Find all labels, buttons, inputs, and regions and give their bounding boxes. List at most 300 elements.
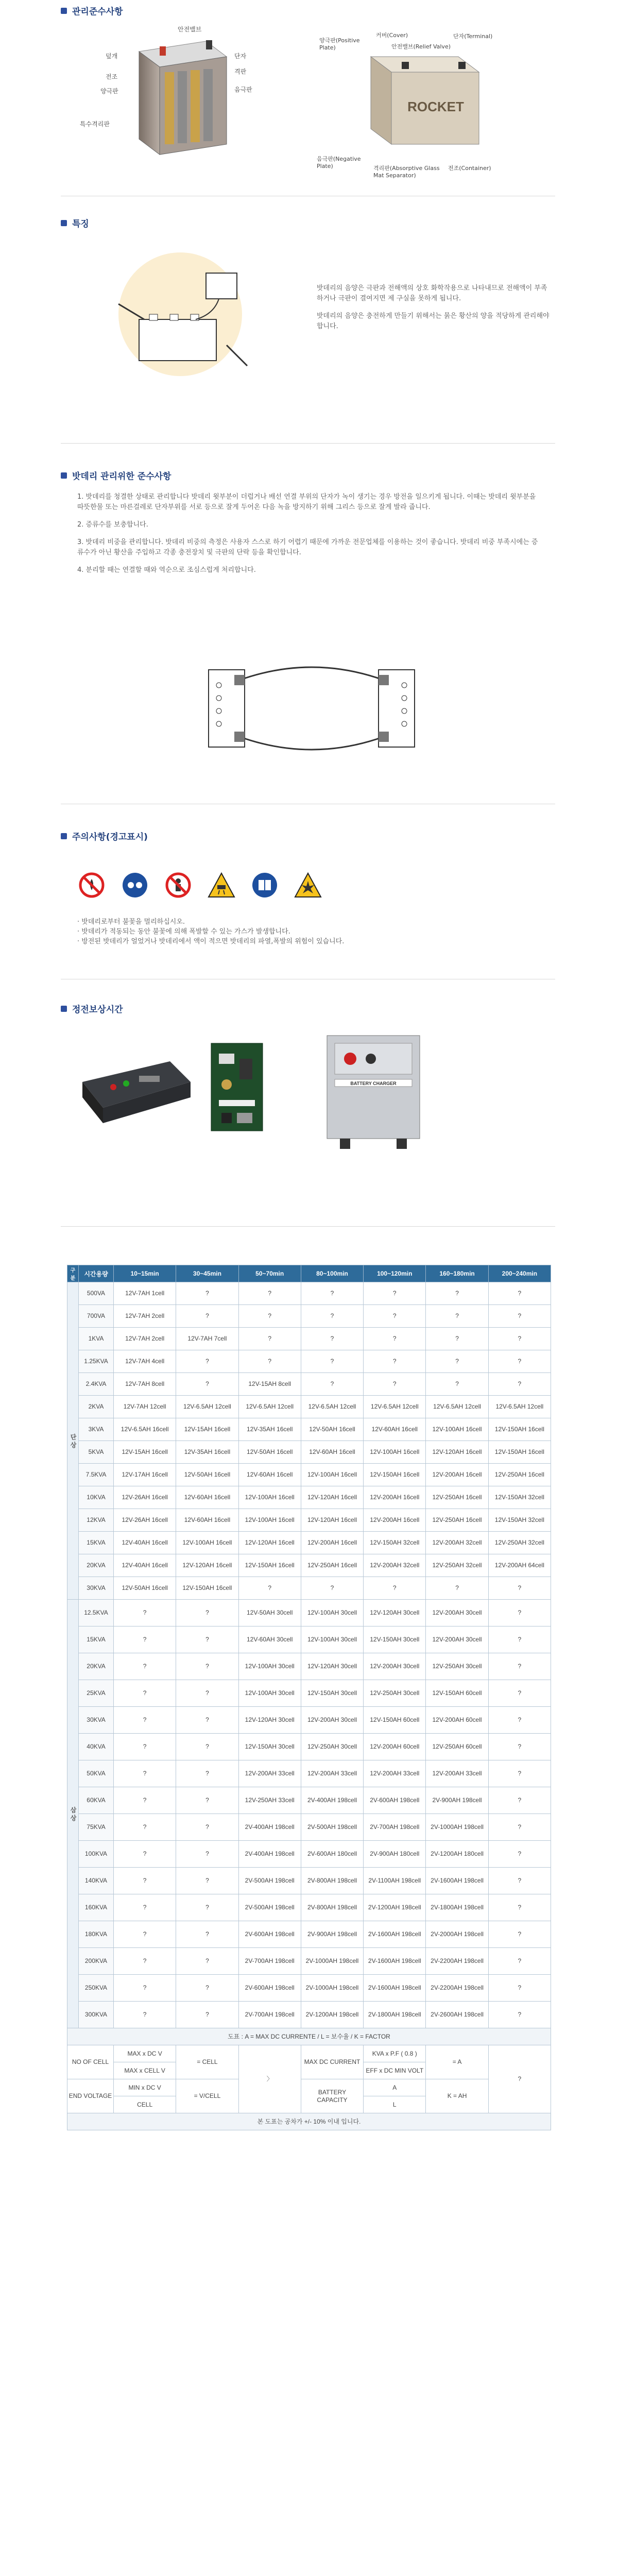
table-cell: 12V-120AH 30cell [364,1600,426,1626]
table-cell: ? [176,1894,238,1921]
table-cell: ? [176,1814,238,1841]
row-capacity: 25KVA [79,1680,114,1707]
table-cell: 12V-17AH 16cell [114,1464,176,1486]
table-cell: 2V-1200AH 198cell [301,2002,363,2028]
table-cell: 12V-120AH 16cell [301,1486,363,1509]
row-capacity: 10KVA [79,1486,114,1509]
table-cell: 12V-60AH 16cell [301,1441,363,1464]
section-title-features: 특징 [61,216,89,229]
table-cell: 2V-1100AH 198cell [364,1868,426,1894]
max-dc-current-label: MAX DC CURRENT [301,2045,363,2079]
label-container-en: 전조(Container) [448,165,491,172]
table-cell: 2V-600AH 180cell [301,1841,363,1868]
table-cell: 12V-120AH 16cell [301,1509,363,1532]
no-of-cell-label: NO OF CELL [67,2045,114,2079]
table-cell: ? [176,1282,238,1305]
features-text: 밧데리의 음양은 극판과 전해액의 상호 화학작용으로 나타내므로 전해액이 부족하거나 극판이 결여지면 제 구실을 못하게 됩니다. 밧데리의 음양은 충전하게 만들기 위해서는 묽은 황산의 양을 적당하게 관리해야 합니다. [317,284,550,330]
table-cell: ? [176,2002,238,2028]
table-cell: ? [301,1350,363,1373]
header-capacity: 시간용량 [79,1265,114,1282]
table-cell: 2V-2000AH 198cell [426,1921,488,1948]
table-cell: 12V-7AH 12cell [114,1396,176,1418]
table-cell: 12V-15AH 8cell [238,1373,301,1396]
header-200-240min: 200~240min [488,1265,551,1282]
table-row [67,1532,551,1554]
table-cell: ? [364,1373,426,1396]
table-cell: 12V-150AH 16cell [488,1441,551,1464]
table-row [67,1680,551,1707]
table-cell: 12V-250AH 16cell [488,1464,551,1486]
table-row [67,1373,551,1396]
battery-cutaway-illustration [129,31,232,165]
row-capacity: 2KVA [79,1396,114,1418]
table-row [67,1350,551,1373]
table-cell: ? [176,1707,238,1734]
max-dc-denominator: EFF x DC MIN VOLT [364,2062,426,2079]
table-row [67,1760,551,1787]
header-10-15min: 10~15min [114,1265,176,1282]
table-cell: 2V-700AH 198cell [238,1948,301,1975]
label-relief-valve-en: 안전밸브(Relief Valve) [391,43,451,50]
table-cell: 2V-600AH 198cell [364,1787,426,1814]
table-cell: 12V-250AH 32cell [488,1532,551,1554]
label-safety-valve: 안전밸브 [178,26,202,33]
label-container: 전조 [106,73,118,80]
end-voltage-denominator: CELL [114,2096,176,2113]
table-cell: 2V-900AH 180cell [364,1841,426,1868]
label-negative-plate-en: 음극판(Negative Plate) [317,156,361,170]
table-row [67,1707,551,1734]
footer-note-row [67,2113,551,2130]
table-cell: 12V-26AH 16cell [114,1486,176,1509]
header-30-45min: 30~45min [176,1265,238,1282]
row-capacity: 300KVA [79,2002,114,2028]
table-cell: ? [114,1653,176,1680]
section-title-backup-time: 정전보상시간 [61,1002,123,1015]
table-cell: 2V-1000AH 198cell [426,1814,488,1841]
table-cell: ? [176,1948,238,1975]
table-cell: 12V-120AH 16cell [238,1532,301,1554]
table-cell: 2V-900AH 198cell [426,1787,488,1814]
battery-cable-connection-illustration [198,659,425,762]
table-cell: ? [176,1921,238,1948]
table-cell: ? [114,1841,176,1868]
table-cell: 12V-100AH 30cell [238,1680,301,1707]
label-separator: 격판 [234,68,247,75]
table-cell: 12V-200AH 33cell [364,1760,426,1787]
row-capacity: 20KVA [79,1653,114,1680]
no-children-icon [164,871,193,900]
header-100-120min: 100~120min [364,1265,426,1282]
table-cell: 2V-2200AH 198cell [426,1975,488,2002]
table-cell: ? [488,1577,551,1600]
label-special-separator: 특수격리판 [80,121,110,128]
table-cell: ? [176,1680,238,1707]
table-cell: 2V-1600AH 198cell [364,1948,426,1975]
table-cell: 2V-400AH 198cell [238,1814,301,1841]
backup-time-table [67,1265,551,2130]
table-cell: 2V-700AH 198cell [238,2002,301,2028]
table-cell: 12V-150AH 30cell [238,1734,301,1760]
table-cell: ? [364,1282,426,1305]
table-cell: ? [301,1328,363,1350]
battery-capacity-result: K = AH [426,2079,488,2113]
row-capacity: 100KVA [79,1841,114,1868]
table-cell: 12V-200AH 32cell [364,1554,426,1577]
table-cell: ? [114,1948,176,1975]
table-cell: ? [238,1577,301,1600]
table-cell: 12V-250AH 60cell [426,1734,488,1760]
table-cell: ? [114,1760,176,1787]
table-cell: ? [488,2002,551,2028]
table-row [67,1282,551,1305]
table-row [67,1787,551,1814]
table-cell: 12V-60AH 16cell [176,1509,238,1532]
table-cell: 12V-200AH 16cell [301,1532,363,1554]
table-cell: 12V-6.5AH 12cell [238,1396,301,1418]
table-cell: 2V-500AH 198cell [238,1894,301,1921]
bullet-icon [61,1006,67,1012]
table-row [67,1441,551,1464]
table-cell: ? [488,1868,551,1894]
formula-row [67,2028,551,2045]
table-row [67,1464,551,1486]
table-cell: 12V-200AH 33cell [426,1760,488,1787]
table-cell: 12V-7AH 4cell [114,1350,176,1373]
label-agm-separator-en: 격리판(Absorptive Glass Mat Separator) [373,165,440,179]
row-capacity: 15KVA [79,1626,114,1653]
table-cell: 12V-6.5AH 12cell [176,1396,238,1418]
table-cell: 2V-1600AH 198cell [426,1868,488,1894]
section-title-warnings: 주의사항(경고표시) [61,829,148,842]
table-cell: ? [488,1734,551,1760]
table-cell: 12V-200AH 30cell [364,1653,426,1680]
table-cell: 12V-250AH 32cell [426,1554,488,1577]
table-cell: 12V-26AH 16cell [114,1509,176,1532]
battery-capacity-denominator: L [364,2096,426,2113]
row-capacity: 3KVA [79,1418,114,1441]
table-cell: ? [176,1626,238,1653]
header-50-70min: 50~70min [238,1265,301,1282]
table-cell: ? [238,1350,301,1373]
table-cell: ? [488,1814,551,1841]
table-cell: 12V-100AH 16cell [238,1509,301,1532]
table-cell: 12V-60AH 16cell [364,1418,426,1441]
table-cell: 12V-35AH 16cell [176,1441,238,1464]
no-of-cell-numerator: MAX x DC V [114,2045,176,2062]
table-cell: ? [176,1350,238,1373]
table-cell: ? [426,1305,488,1328]
battery-capacity-label: BATTERY CAPACITY [301,2079,363,2113]
battery-maintenance-illustration [103,242,258,386]
table-cell: ? [488,1373,551,1396]
label-negative-plate: 음극판 [234,86,252,93]
table-cell: 12V-50AH 30cell [238,1600,301,1626]
table-cell: ? [488,1921,551,1948]
table-header-row [67,1265,551,1282]
row-capacity: 7.5KVA [79,1464,114,1486]
table-cell: ? [114,1707,176,1734]
row-capacity: 140KVA [79,1868,114,1894]
table-cell: ? [176,1787,238,1814]
table-cell: 12V-150AH 32cell [364,1532,426,1554]
no-of-cell-result: = CELL [176,2045,238,2079]
table-cell: ? [176,1600,238,1626]
table-cell: 12V-200AH 16cell [364,1509,426,1532]
table-cell: 12V-120AH 30cell [301,1653,363,1680]
table-cell: 12V-6.5AH 12cell [488,1396,551,1418]
table-cell: 2V-600AH 198cell [238,1921,301,1948]
formula-nocell-row [67,2045,551,2062]
table-cell: 12V-150AH 30cell [364,1626,426,1653]
bullet-icon [61,472,67,479]
table-cell: ? [426,1577,488,1600]
table-cell: 2V-1800AH 198cell [364,2002,426,2028]
table-cell: ? [488,1787,551,1814]
table-row [67,1868,551,1894]
table-cell: 12V-150AH 60cell [426,1680,488,1707]
label-cover-en: 커버(Cover) [376,32,408,39]
section-title-battery-management: 밧데리 관리위한 준수사항 [61,469,171,482]
group-three-phase: 삼 상 [67,1600,79,2028]
table-cell: 2V-1000AH 198cell [301,1948,363,1975]
table-cell: 12V-7AH 1cell [114,1282,176,1305]
row-capacity: 30KVA [79,1707,114,1734]
table-cell: ? [426,1328,488,1350]
table-cell: ? [114,1734,176,1760]
table-cell: ? [176,1868,238,1894]
table-cell: 2V-800AH 198cell [301,1894,363,1921]
table-cell: 12V-120AH 30cell [238,1707,301,1734]
table-cell: ? [426,1282,488,1305]
table-cell: 12V-200AH 32cell [426,1532,488,1554]
table-cell: ? [364,1328,426,1350]
table-cell: ? [176,1653,238,1680]
charger-module-illustration [77,1051,196,1128]
table-cell: ? [488,1975,551,2002]
no-fire-icon [77,871,106,900]
table-cell: ? [301,1373,363,1396]
table-cell: ? [301,1305,363,1328]
table-cell: 2V-500AH 198cell [238,1868,301,1894]
table-row [67,1814,551,1841]
row-capacity: 40KVA [79,1734,114,1760]
row-capacity: 50KVA [79,1760,114,1787]
row-capacity: 75KVA [79,1814,114,1841]
table-row [67,2002,551,2028]
table-cell: 12V-250AH 30cell [426,1653,488,1680]
table-cell: ? [176,1760,238,1787]
table-cell: 12V-100AH 16cell [176,1532,238,1554]
table-cell: ? [364,1305,426,1328]
table-row [67,1921,551,1948]
table-cell: ? [114,1814,176,1841]
table-cell: 2V-1200AH 198cell [364,1894,426,1921]
explosion-warning-icon [294,871,322,900]
table-cell: ? [176,1305,238,1328]
table-cell: 12V-60AH 16cell [238,1464,301,1486]
table-cell: 12V-7AH 2cell [114,1305,176,1328]
row-capacity: 180KVA [79,1921,114,1948]
table-cell: 12V-150AH 16cell [488,1418,551,1441]
table-cell: ? [488,1894,551,1921]
table-cell: ? [114,1894,176,1921]
table-cell: ? [114,1921,176,1948]
table-cell: ? [114,1787,176,1814]
table-cell: 12V-7AH 2cell [114,1328,176,1350]
battery-charger-cabinet-illustration [319,1030,427,1154]
row-capacity: 250KVA [79,1975,114,2002]
table-cell: ? [488,1328,551,1350]
table-cell: ? [488,1282,551,1305]
table-cell: 12V-6.5AH 12cell [301,1396,363,1418]
table-cell: ? [488,1760,551,1787]
no-of-cell-denominator: MAX x CELL V [114,2062,176,2079]
table-cell: 12V-150AH 32cell [488,1486,551,1509]
table-cell: 12V-200AH 60cell [426,1707,488,1734]
table-cell: 12V-100AH 30cell [301,1600,363,1626]
table-cell: 12V-100AH 30cell [301,1626,363,1653]
row-capacity: 20KVA [79,1554,114,1577]
table-row [67,1841,551,1868]
table-cell: 2V-600AH 198cell [238,1975,301,2002]
max-dc-numerator: KVA x P.F ( 0.8 ) [364,2045,426,2062]
row-capacity: 15KVA [79,1532,114,1554]
table-cell: 12V-60AH 16cell [176,1486,238,1509]
max-dc-result: = A [426,2045,488,2079]
table-cell: 12V-150AH 16cell [238,1554,301,1577]
table-cell: ? [176,1734,238,1760]
table-cell: 12V-7AH 7cell [176,1328,238,1350]
table-cell: ? [488,1841,551,1868]
table-cell: 12V-200AH 16cell [364,1486,426,1509]
table-cell: 2V-1600AH 198cell [364,1921,426,1948]
table-cell: 12V-200AH 30cell [301,1707,363,1734]
table-cell: ? [176,1373,238,1396]
table-cell: 12V-200AH 64cell [488,1554,551,1577]
table-cell: ? [488,1680,551,1707]
label-cover: 덮개 [106,53,118,60]
table-cell: 12V-6.5AH 12cell [426,1396,488,1418]
table-cell: 12V-200AH 33cell [301,1760,363,1787]
table-cell: ? [238,1328,301,1350]
end-voltage-numerator: MIN x DC V [114,2079,176,2096]
table-cell: 12V-150AH 30cell [301,1680,363,1707]
table-cell: 12V-200AH 30cell [426,1600,488,1626]
row-capacity: 160KVA [79,1894,114,1921]
table-row [67,1626,551,1653]
rocket-logo-text: ROCKET [407,99,464,114]
table-cell: ? [114,1600,176,1626]
tolerance-note: 본 도표는 공차가 +/- 10% 이내 입니다. [67,2113,551,2130]
section-title-management: 관리준수사항 [61,4,123,17]
table-cell: ? [488,1626,551,1653]
table-cell: 12V-200AH 60cell [364,1734,426,1760]
table-cell: 2V-2600AH 198cell [426,2002,488,2028]
table-row [67,1948,551,1975]
table-row [67,1396,551,1418]
circuit-board-illustration [206,1038,268,1136]
header-80-100min: 80~100min [301,1265,363,1282]
table-cell: 12V-100AH 16cell [238,1486,301,1509]
table-row [67,1975,551,2002]
end-voltage-label: END VOLTAGE [67,2079,114,2113]
row-capacity: 5KVA [79,1441,114,1464]
table-row [67,1734,551,1760]
table-cell: 12V-7AH 8cell [114,1373,176,1396]
table-cell: 12V-50AH 16cell [114,1577,176,1600]
table-cell: ? [488,1948,551,1975]
table-cell: 12V-150AH 16cell [364,1464,426,1486]
table-cell: 12V-250AH 16cell [426,1509,488,1532]
table-cell: 12V-250AH 16cell [426,1486,488,1509]
table-cell: 12V-200AH 16cell [426,1464,488,1486]
table-cell: 12V-50AH 16cell [301,1418,363,1441]
battery-charger-label: BATTERY CHARGER [350,1081,397,1086]
rocket-battery-illustration [355,41,489,160]
table-cell: 2V-500AH 198cell [301,1814,363,1841]
row-capacity: 500VA [79,1282,114,1305]
table-cell: ? [426,1373,488,1396]
gt-symbol: 〉 [238,2045,301,2113]
table-cell: ? [114,1868,176,1894]
warning-icons-row [77,871,322,900]
row-capacity: 2.4KVA [79,1373,114,1396]
table-cell: 12V-120AH 16cell [426,1441,488,1464]
table-row [67,1509,551,1532]
table-cell: 12V-100AH 16cell [426,1418,488,1441]
table-cell: ? [238,1305,301,1328]
battery-capacity-numerator: A [364,2079,426,2096]
table-cell: ? [488,1707,551,1734]
table-cell: 12V-100AH 16cell [364,1441,426,1464]
table-cell: 12V-250AH 33cell [238,1787,301,1814]
table-cell: 12V-50AH 16cell [238,1441,301,1464]
label-positive-plate: 양극판 [100,88,118,95]
bullet-icon [61,220,67,226]
formula-unknown: ? [488,2045,551,2113]
table-cell: ? [364,1350,426,1373]
table-cell: ? [488,1305,551,1328]
table-row [67,1554,551,1577]
table-cell: 12V-250AH 30cell [301,1734,363,1760]
row-capacity: 1.25KVA [79,1350,114,1373]
table-cell: ? [114,2002,176,2028]
table-cell: ? [114,1975,176,2002]
table-row [67,1600,551,1626]
row-capacity: 12.5KVA [79,1600,114,1626]
table-cell: 2V-400AH 198cell [301,1787,363,1814]
warnings-text: · 밧데리로부터 불꽃을 멀리하십시오. · 밧데리가 적동되는 동안 불꽃에 의해 폭발할 수 있는 가스가 발생합니다. · 방전된 밧데리가 얼었거나 밧데리에서 액이 적으면 밧데리의 파열,폭발의 위험이 있습니다. [77,918,345,945]
table-cell: 12V-250AH 30cell [364,1680,426,1707]
table-row [67,1328,551,1350]
table-cell: 2V-2200AH 198cell [426,1948,488,1975]
table-cell: ? [176,1841,238,1868]
table-cell: 12V-250AH 16cell [301,1554,363,1577]
table-cell: 2V-1200AH 180cell [426,1841,488,1868]
table-row [67,1894,551,1921]
table-cell: 2V-400AH 198cell [238,1841,301,1868]
table-cell: ? [301,1282,363,1305]
table-cell: 12V-150AH 16cell [176,1577,238,1600]
table-cell: 12V-40AH 16cell [114,1554,176,1577]
table-cell: 12V-6.5AH 16cell [114,1418,176,1441]
formula-line: 도표 : A = MAX DC CURRENTE / L = 보수율 / K = FACTOR [67,2028,551,2045]
table-cell: 2V-1600AH 198cell [364,1975,426,2002]
table-cell: 12V-200AH 30cell [426,1626,488,1653]
table-cell: 12V-15AH 16cell [176,1418,238,1441]
table-cell: ? [114,1626,176,1653]
